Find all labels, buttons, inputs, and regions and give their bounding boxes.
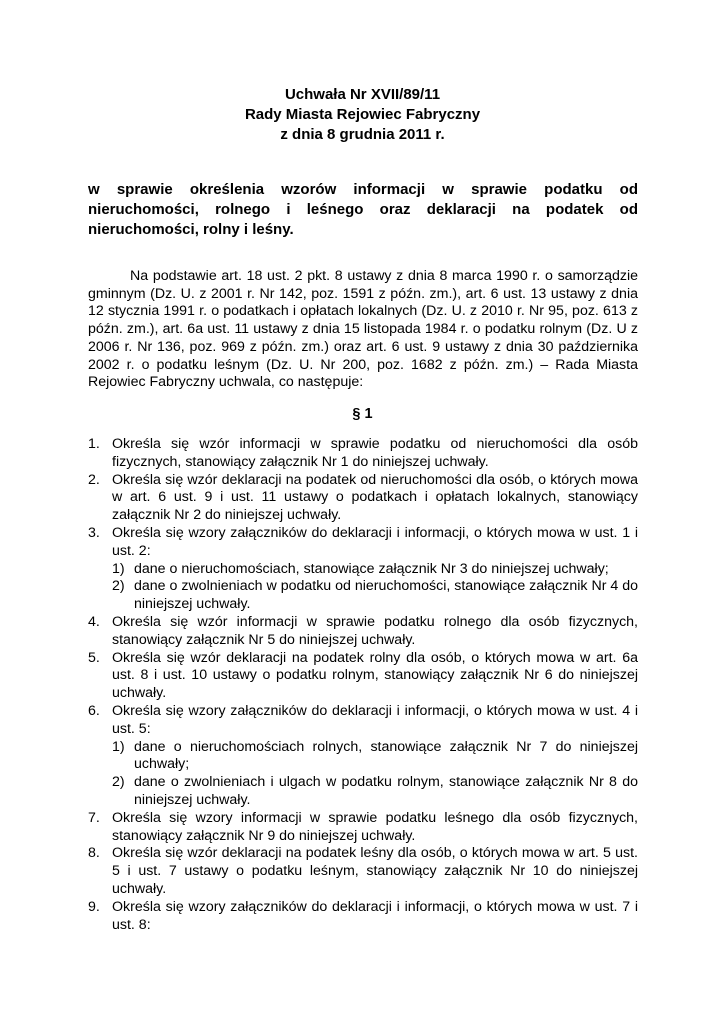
- item-number: 5.: [88, 649, 100, 666]
- sub-item-text: dane o zwolnieniach i ulgach w podatku rolnym, stanowiące załącznik Nr 8 do niniejszej uchwały.: [134, 774, 638, 808]
- item-text: Określa się wzory informacji w sprawie podatku leśnego dla osób fizycznych, stanowiący załącznik Nr 9 do niniejszej uchwały.: [112, 809, 638, 844]
- section-mark: § 1: [352, 406, 373, 422]
- item-number: 8.: [88, 845, 100, 862]
- item-number: 3.: [88, 524, 100, 541]
- sub-item-number: 2): [112, 774, 125, 791]
- item-text: Określa się wzór deklaracji na podatek od nieruchomości dla osób, o których mowa w art. 6 ust. 9 i ust. 11 ustawy o podatkach i opłatach lokalnych, stanowiący załącznik Nr 2 do niniejszej uchwały.: [112, 471, 638, 524]
- list-item: [88, 899, 638, 935]
- list-item: [88, 436, 638, 472]
- sub-item-text: dane o nieruchomościach rolnych, stanowiące załącznik Nr 7 do niniejszej uchwały;: [134, 738, 638, 773]
- list-item: [88, 525, 638, 561]
- title-line-date: z dnia 8 grudnia 2011 r.: [280, 126, 445, 143]
- item-number: 1.: [88, 436, 100, 452]
- legal-basis-paragraph: Na podstawie art. 18 ust. 2 pkt. 8 ustawy z dnia 8 marca 1990 r. o samorządzie gminnym (Dz. U. z 2001 r. Nr 142, poz. 1591 z późn. zm.), art. 6 ust. 13 ustawy z dnia 12 stycznia 1991 r. o podatkach i opłatach lokalnych (Dz. U. z 2010 r. Nr 95, poz. 613 z późn. zm.), art. 6a ust. 11 ustawy z dnia 15 listopada 1984 r. o podatku rolnym (Dz. U z 2006 r. Nr 136, poz. 969 z późn. zm.) oraz art. 6 ust. 9 ustawy z dnia 30 października 2002 r. o podatku leśnym (Dz. U. Nr 200, poz. 1682 z późn. zm.) – Rada Miasta Rejowiec Fabryczny uchwala, co następuje:: [88, 268, 638, 391]
- item-text: Określa się wzory załączników do deklaracji i informacji, o których mowa w ust. 7 i ust. 8:: [112, 898, 638, 933]
- sub-list-item: [112, 739, 638, 775]
- resolution-title: [0, 85, 725, 145]
- item-text: Określa się wzór informacji w sprawie podatku rolnego dla osób fizycznych, stanowiący załącznik Nr 5 do niniejszej uchwały.: [112, 613, 638, 648]
- item-text: Określa się wzór informacji w sprawie podatku od nieruchomości dla osób fizycznych, stanowiący załącznik Nr 1 do niniejszej uchwały.: [112, 436, 638, 470]
- sub-list-item: [112, 774, 638, 810]
- provisions-list: [88, 436, 638, 934]
- sub-list-item: [112, 578, 638, 614]
- sub-item-text: dane o nieruchomościach, stanowiące załącznik Nr 3 do niniejszej uchwały;: [134, 560, 609, 577]
- item-text: Określa się wzór deklaracji na podatek rolny dla osób, o których mowa w art. 6a ust. 8 i ust. 10 ustawy o podatku rolnym, stanowiący załącznik Nr 6 do niniejszej uchwały.: [112, 649, 638, 702]
- list-item: [88, 472, 638, 525]
- item-number: 9.: [88, 898, 100, 915]
- list-item: [88, 845, 638, 898]
- title-line-number: Uchwała Nr XVII/89/11: [284, 86, 441, 103]
- item-number: 6.: [88, 702, 100, 719]
- item-text: Określa się wzór deklaracji na podatek leśny dla osób, o których mowa w art. 5 ust. 5 i ust. 7 ustawy o podatku leśnym, stanowiący załącznik Nr 10 do niniejszej uchwały.: [112, 845, 638, 897]
- list-item: [88, 703, 638, 739]
- item-number: 7.: [88, 809, 100, 826]
- sub-item-text: dane o zwolnieniach w podatku od nieruchomości, stanowiące załącznik Nr 4 do niniejszej uchwały.: [134, 578, 638, 613]
- sub-item-number: 1): [112, 560, 125, 577]
- list-item: [88, 650, 638, 703]
- sub-item-number: 2): [112, 578, 125, 595]
- item-number: 4.: [88, 613, 100, 630]
- list-item: [88, 810, 638, 846]
- item-text: Określa się wzory załączników do deklaracji i informacji, o których mowa w ust. 1 i ust. 2:: [112, 524, 638, 559]
- item-number: 2.: [88, 471, 100, 488]
- sub-list-item: [112, 561, 638, 579]
- list-item: [88, 614, 638, 650]
- item-text: Określa się wzory załączników do deklaracji i informacji, o których mowa w ust. 4 i ust. 5:: [112, 702, 638, 737]
- sub-item-number: 1): [112, 738, 125, 755]
- title-line-council: Rady Miasta Rejowiec Fabryczny: [244, 106, 481, 123]
- resolution-subject: w sprawie określenia wzorów informacji w sprawie podatku od nieruchomości, rolnego i leśnego oraz deklaracji na podatek od nieruchomości, rolny i leśny.: [88, 181, 638, 238]
